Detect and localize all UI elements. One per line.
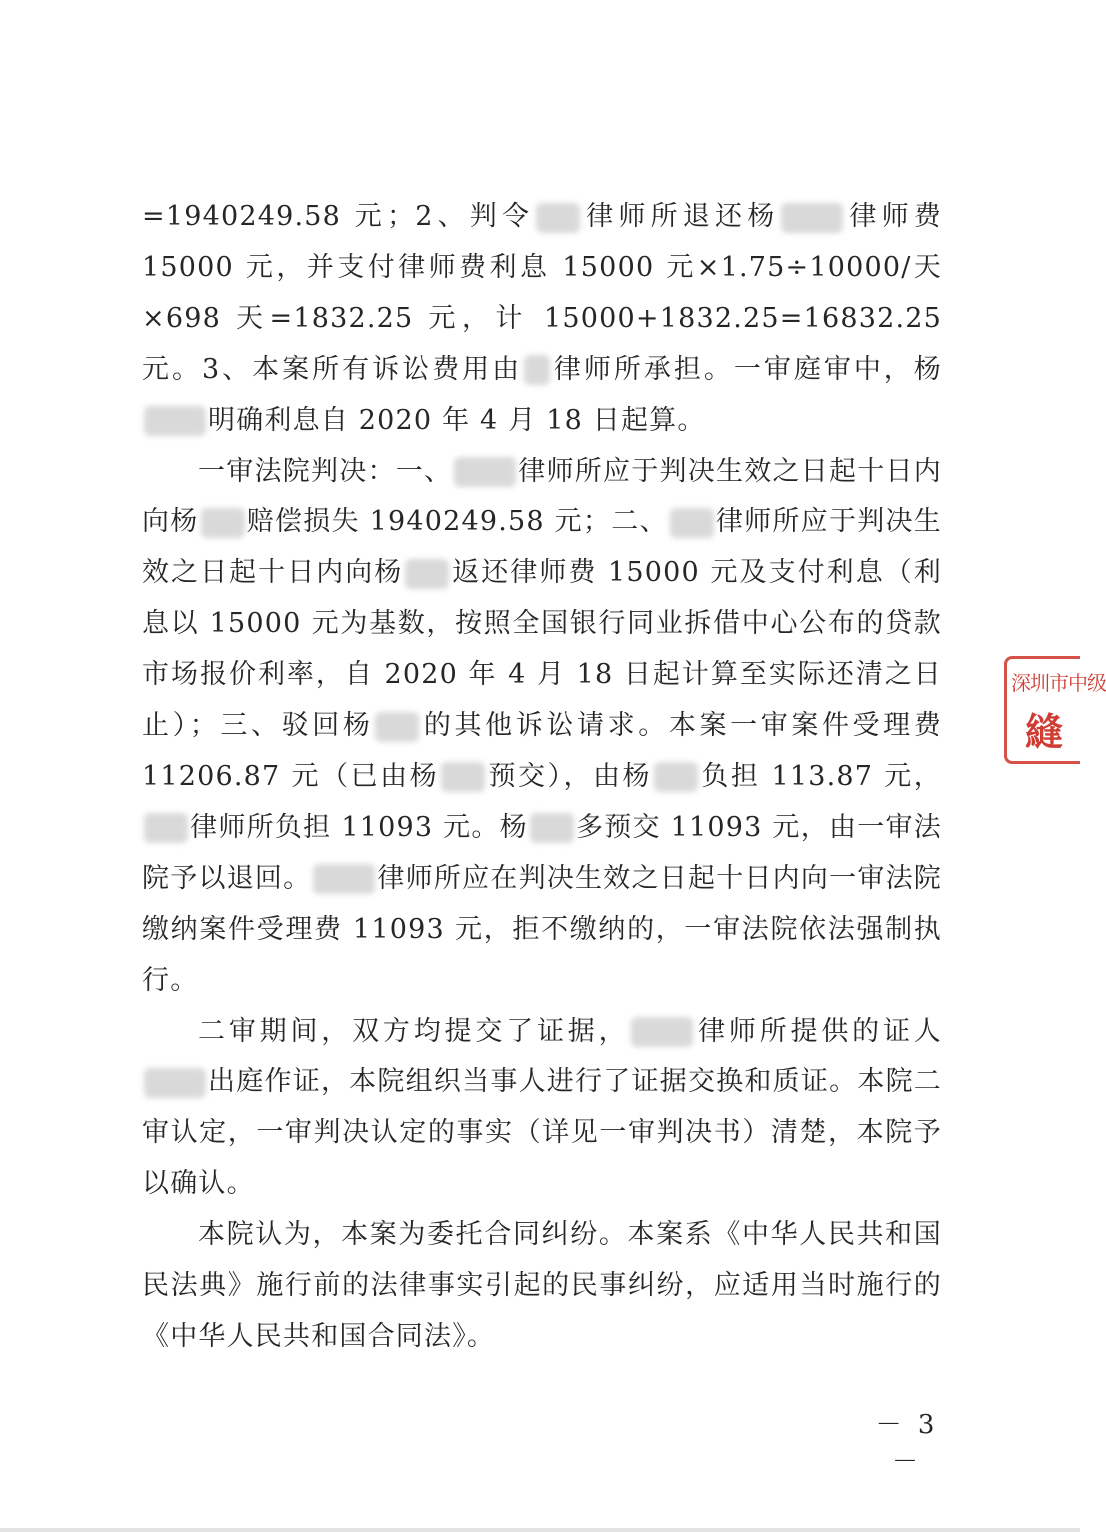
redacted-name	[454, 457, 516, 487]
paragraph-first-instance-judgment: 一审法院判决：一、 律师所应于判决生效之日起十日内向杨 赔偿损失 1940249.58 元；二、 律师所应于判决生效之日起十日内向杨 返还律师费 15000 元及支付利息（利息以 15000 元为基数，按照全国银行同业拆借中心公布的贷款市场报价利率，自 2020 年 4 月 18 日起计算至实际还清之日止）；三、驳回杨 的其他诉讼请求。本案一审案件受理费 11206.87 元（已由杨 预交），由杨 负担 113.87 元，律师所负担 11093 元。杨 多预交 11093 元，由一审法院予以退回。 律师所应在判决生效之日起十日内向一审法院缴纳案件受理费 11093 元，拒不缴纳的，一审法院依法强制执行。	[142, 455, 943, 996]
paragraph-second-instance: 二审期间，双方均提交了证据， 律师所提供的证人出庭作证，本院组织当事人进行了证据交换和质证。本院二审认定，一审判决认定的事实（详见一审判决书）清楚，本院予以确认。	[142, 1015, 942, 1200]
page-number: － 3 －	[875, 1410, 939, 1477]
redacted-name	[201, 508, 245, 538]
redacted-name	[405, 559, 449, 589]
redacted-name	[781, 203, 843, 233]
paragraph-court-opinion: 本院认为，本案为委托合同纠纷。本案系《中华人民共和国民法典》施行前的法律事实引起的民事纠纷，应适用当时施行的《中华人民共和国合同法》。	[142, 1219, 942, 1352]
redacted-name	[536, 203, 580, 233]
redacted-name	[670, 508, 714, 538]
paragraph-claims: =1940249.58 元；2、判令 律师所退还杨 律师费 15000 元，并支付律师费利息 15000 元×1.75÷10000/天×698 天=1832.25 元，计 15000+1832.25=16832.25 元。3、本案所有诉讼费用由 律师所承担。一审庭审中，杨明确利息自 2020 年 4 月 18 日起算。	[142, 201, 943, 436]
redacted-name	[144, 406, 206, 436]
redacted-name	[144, 813, 188, 843]
redacted-name	[144, 1068, 206, 1098]
redacted-name	[524, 355, 550, 385]
redacted-name	[375, 712, 419, 742]
redacted-name	[530, 813, 574, 843]
judgment-body	[142, 192, 942, 1363]
page-bottom-edge	[0, 1528, 1080, 1532]
court-seal: 深圳市中级 縫	[1004, 656, 1080, 764]
redacted-name	[441, 762, 485, 792]
redacted-name	[313, 864, 375, 894]
redacted-name	[631, 1017, 693, 1047]
redacted-name	[654, 762, 698, 792]
